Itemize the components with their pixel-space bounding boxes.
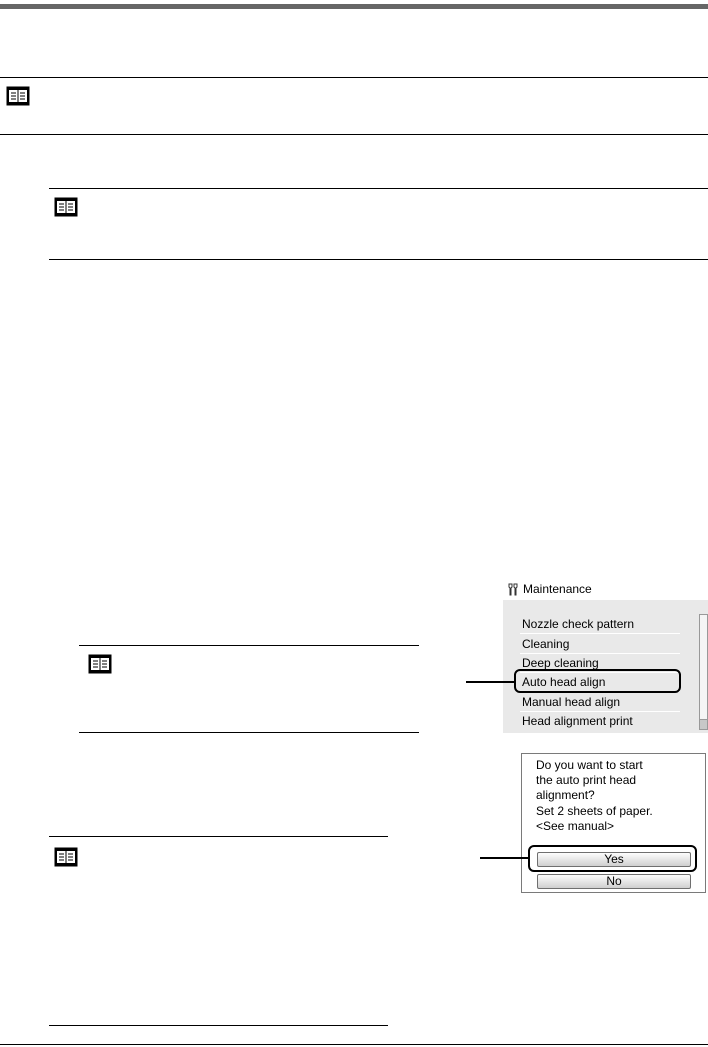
maintenance-screen xyxy=(503,578,708,733)
menu-scrollbar-thumb[interactable] xyxy=(700,615,707,720)
menu-item-manual-head-align[interactable]: Manual head align xyxy=(520,693,680,712)
yes-button[interactable]: Yes xyxy=(537,852,691,867)
menu-item-deep-cleaning[interactable]: Deep cleaning xyxy=(520,654,680,673)
menu-item-auto-head-align[interactable]: Auto head align xyxy=(520,673,680,692)
maintenance-icon xyxy=(507,583,519,596)
note-book-icon xyxy=(54,847,78,867)
callout-line xyxy=(466,681,514,683)
selected-item-highlight xyxy=(514,669,681,693)
no-button[interactable]: No xyxy=(537,874,691,889)
confirm-line-4: Set 2 sheets of paper. xyxy=(536,804,653,818)
note-book-icon xyxy=(88,654,112,674)
maintenance-title: Maintenance xyxy=(523,582,592,596)
note-box-4-bottom-rule xyxy=(49,1025,388,1026)
note-box-1-bottom-rule xyxy=(0,134,708,135)
menu-item-cleaning[interactable]: Cleaning xyxy=(520,635,680,654)
menu-item-head-alignment-print[interactable]: Head alignment print xyxy=(522,714,633,728)
menu-item-nozzle-check[interactable]: Nozzle check pattern xyxy=(520,615,680,634)
yes-button-highlight xyxy=(528,845,697,872)
note-box-3-top-rule xyxy=(79,645,419,646)
note-box-2-top-rule xyxy=(49,188,708,189)
top-header-bar xyxy=(0,4,708,9)
note-box-2-bottom-rule xyxy=(49,259,708,260)
page-bottom-rule xyxy=(0,1044,708,1045)
menu-scrollbar[interactable] xyxy=(699,614,708,730)
callout-line xyxy=(480,857,528,859)
note-box-3-bottom-rule xyxy=(79,732,419,733)
confirm-line-2: the auto print head xyxy=(536,773,637,787)
note-book-icon xyxy=(54,197,78,217)
confirm-screen xyxy=(521,753,706,893)
confirm-line-5: <See manual> xyxy=(536,819,615,833)
note-box-4-top-rule xyxy=(49,836,388,837)
note-box-1-top-rule xyxy=(0,77,708,78)
maintenance-title-bar xyxy=(503,578,708,600)
note-book-icon xyxy=(6,86,30,106)
confirm-line-1: Do you want to start xyxy=(536,758,643,772)
confirm-line-3: alignment? xyxy=(536,788,595,802)
